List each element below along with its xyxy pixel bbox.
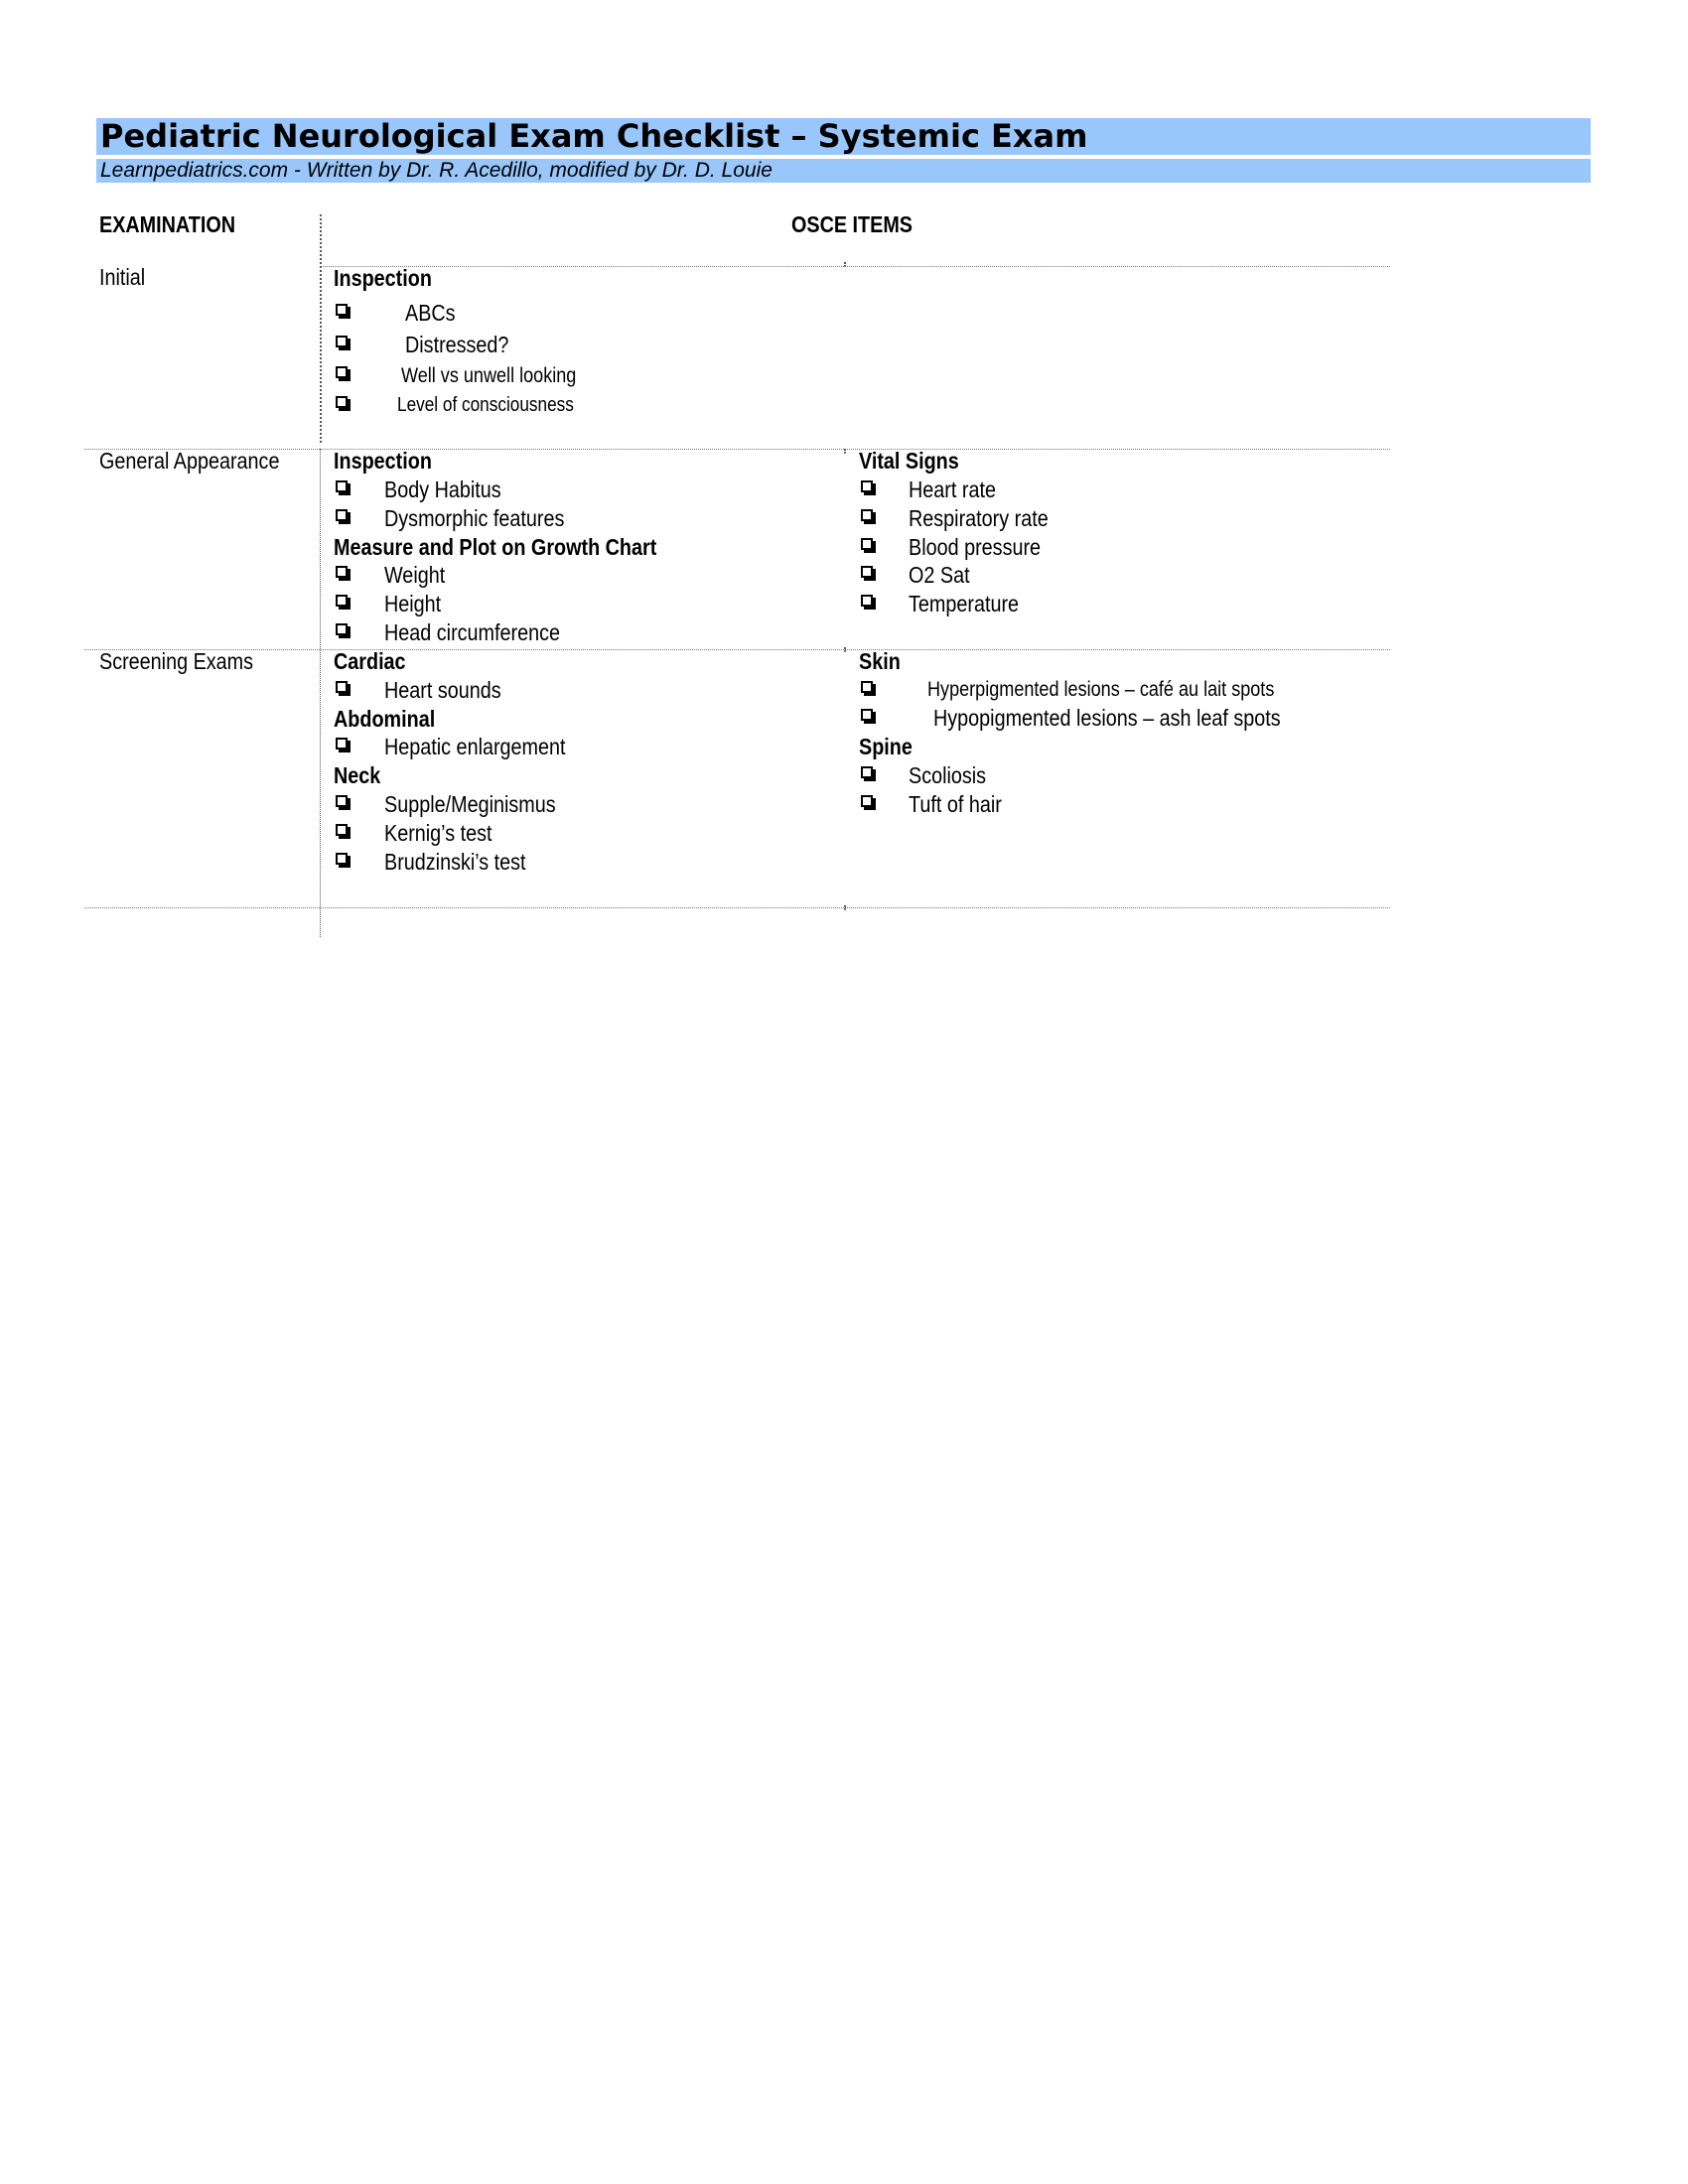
row-divider [84, 907, 1390, 908]
checklist-item: Tuft of hair [909, 791, 1002, 817]
row-divider [84, 449, 1390, 450]
checkbox[interactable] [336, 396, 351, 411]
checkbox[interactable] [336, 509, 351, 524]
checkbox[interactable] [336, 795, 351, 810]
section-title-abdominal: Abdominal [334, 706, 436, 732]
checklist-item: Head circumference [384, 619, 560, 645]
title-banner [96, 118, 1591, 155]
section-title-neck: Neck [334, 762, 381, 788]
column-divider [320, 214, 322, 443]
checkbox[interactable] [861, 509, 876, 524]
page-subtitle: Learnpediatrics.com - Written by Dr. R. Acedillo, modified by Dr. D. Louie [100, 159, 773, 182]
checkbox[interactable] [861, 709, 876, 724]
checkbox[interactable] [861, 766, 876, 781]
checklist-item: Hyperpigmented lesions – café au lait spots [927, 678, 1275, 701]
row-label-general-appearance: General Appearance [99, 448, 280, 474]
checklist-item: Dysmorphic features [384, 505, 565, 531]
checklist-item: Scoliosis [909, 762, 987, 788]
checkbox[interactable] [336, 566, 351, 581]
row-divider [323, 266, 1390, 267]
checkbox[interactable] [336, 480, 351, 495]
checkbox[interactable] [336, 681, 351, 696]
checkbox[interactable] [861, 538, 876, 553]
header-osce-items: OSCE ITEMS [791, 211, 913, 237]
checklist-item: Weight [384, 562, 446, 588]
checklist-item: Height [384, 591, 442, 616]
checklist-item: Blood pressure [909, 534, 1042, 560]
checklist-item: Temperature [909, 591, 1020, 616]
checkbox[interactable] [336, 595, 351, 610]
checkbox[interactable] [861, 681, 876, 696]
checkbox[interactable] [336, 824, 351, 839]
checklist-item: Supple/Meginismus [384, 791, 556, 817]
checklist-item: Distressed? [405, 332, 509, 357]
section-title-inspection: Inspection [334, 448, 432, 474]
checkbox[interactable] [336, 623, 351, 638]
checklist-item: Hepatic enlargement [384, 734, 566, 759]
checklist-item: Heart sounds [384, 677, 501, 703]
checkbox[interactable] [336, 304, 351, 319]
header-examination: EXAMINATION [99, 211, 235, 237]
checklist-item: Body Habitus [384, 477, 501, 502]
checkbox[interactable] [336, 853, 351, 868]
checkbox[interactable] [861, 480, 876, 495]
subtitle-banner [96, 159, 1591, 183]
section-title-inspection: Inspection [334, 265, 432, 291]
checkbox[interactable] [336, 366, 351, 381]
column-divider [320, 449, 321, 937]
row-label-screening-exams: Screening Exams [99, 648, 254, 674]
checklist-item: Heart rate [909, 477, 996, 502]
checklist-item: Respiratory rate [909, 505, 1049, 531]
section-title-spine: Spine [859, 734, 913, 759]
checkbox[interactable] [336, 336, 351, 350]
checklist-item: Kernig’s test [384, 820, 492, 846]
section-title-vital-signs: Vital Signs [859, 448, 959, 474]
checklist-item: Brudzinski’s test [384, 849, 526, 875]
row-divider [84, 649, 1390, 650]
checkbox[interactable] [861, 566, 876, 581]
page-title: Pediatric Neurological Exam Checklist – Systemic Exam [100, 117, 1088, 155]
checkbox[interactable] [336, 738, 351, 752]
row-label-initial: Initial [99, 264, 146, 290]
checklist-item: ABCs [405, 300, 456, 326]
checkbox[interactable] [861, 595, 876, 610]
checklist-item: Well vs unwell looking [401, 364, 577, 387]
section-title-cardiac: Cardiac [334, 648, 406, 674]
checklist-item: Hypopigmented lesions – ash leaf spots [933, 705, 1281, 731]
section-title-growth-chart: Measure and Plot on Growth Chart [334, 534, 657, 560]
checklist-item: O2 Sat [909, 562, 970, 588]
checkbox[interactable] [861, 795, 876, 810]
section-title-skin: Skin [859, 648, 901, 674]
checklist-item: Level of consciousness [397, 394, 574, 416]
